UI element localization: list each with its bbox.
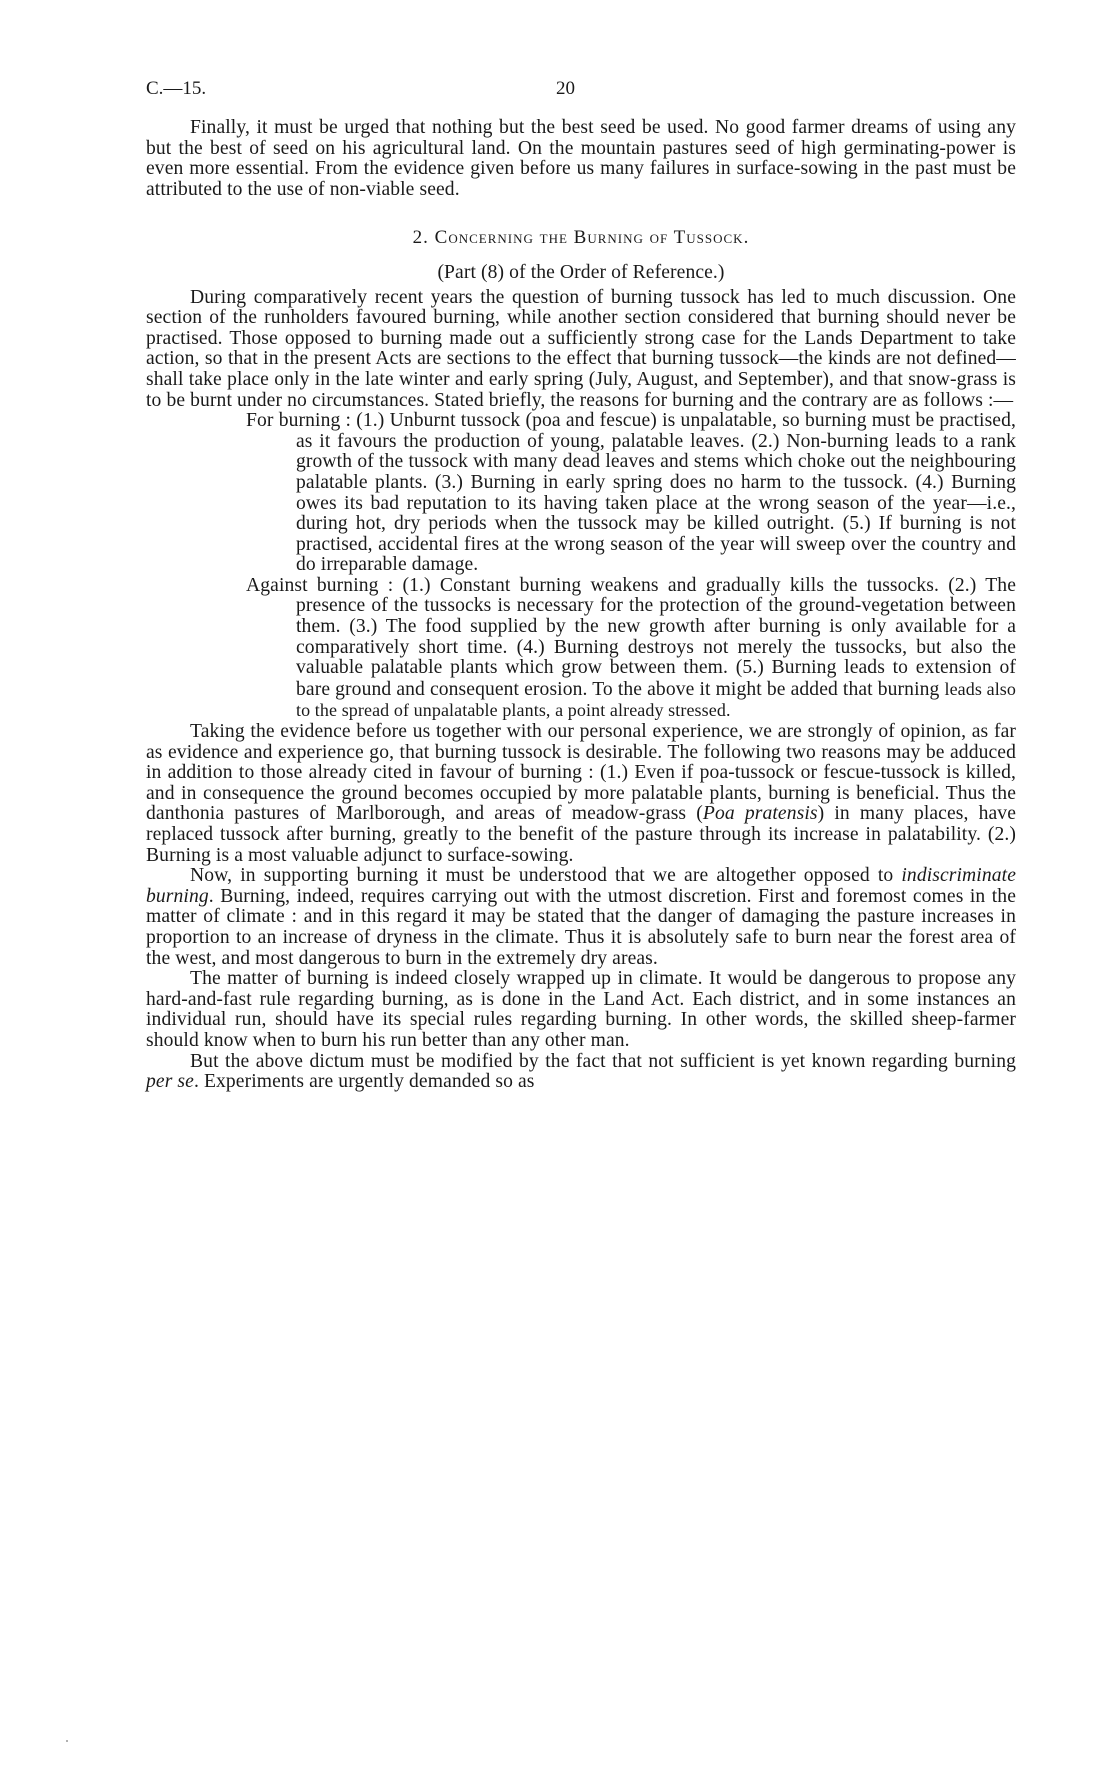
against-burning-tail: leads also to the spread of unpalatable plants, a point already stressed.: [296, 678, 1016, 721]
paragraph-evidence: [146, 722, 1016, 866]
paragraph-seed: Finally, it must be urged that nothing but the best seed be used. No good farmer dreams of using any but the best of seed on his agricultural land. On the mountain pastures seed of high germinating-power is even more essential. From the evidence given before us many failures in surface-sowing in the past must be attributed to the use of non-viable seed.: [146, 117, 1016, 200]
section-subheading: (Part (8) of the Order of Reference.): [437, 261, 725, 283]
against-burning-text: Against burning : (1.) Constant burning weakens and gradually kills the tussocks. (2.) The presence of the tussocks is necessary for the protection of the ground-vegetation between them. (3.) The food supplied by the new growth after burning is only available for a comparatively short time. (4.) Burning destroys not merely the tussocks, but also the valuable palatable plants which grow between them. (5.) Burning leads to extension of bare ground and consequent erosion. To the above it might be added that burning: [246, 574, 1016, 700]
emphasis-indiscriminate: indiscriminate burning: [146, 865, 1016, 907]
paragraph-evidence-b: ) in many places, have replaced tussock after burning, greatly to the benefit of the pasture through its increase in palatability. (2.) Burning is a most valuable adjunct to surface-sowing.: [146, 803, 1016, 866]
paragraph-indiscriminate-b: . Burning, indeed, requires carrying out with the utmost discretion. First and foremost comes in the matter of climate : and in this regard it may be stated that the danger of damaging the pasture increases in proportion to an increase of dryness in the climate. Thus it is absolutely safe to burn near the forest area of the west, and most dangerous to burn in the extremely dry areas.: [146, 885, 1016, 969]
paragraph-indiscriminate: [146, 866, 1016, 969]
document-reference: C.—15.: [146, 78, 207, 99]
paragraph-evidence-a: Taking the evidence before us together with our personal experience, we are strongly of opinion, as far as evidence and experience go, that burning tussock is desirable. The following two reasons may be adduced in addition to those already cited in favour of burning : (1.) Even if poa-tussock or fescue-tussock is killed, and in consequence the ground becomes occupied by more palatable plants, burning is beneficial. Thus the danthonia pastures of Marlborough, and areas of meadow-grass (: [146, 721, 1016, 825]
paragraph-burning-intro: During comparatively recent years the question of burning tussock has led to much discussion. One section of the runholders favoured burning, while another section considered that burning should never be practised. Those opposed to burning made out a sufficiently strong case for the Lands Department to take action, so that in the present Acts are sections to the effect that burning tussock—the kinds are not defined—shall take place only in the late winter and early spring (July, August, and September), and that snow-grass is to be burnt under no circumstances. Stated briefly, the reasons for burning and the contrary are as follows :—: [146, 286, 1016, 411]
paragraph-climate: The matter of burning is indeed closely wrapped up in climate. It would be dangerous to propose any hard-and-fast rule regarding burning, as is done in the Land Act. Each district, and in some instances an individual run, should have its special rules regarding burning. In other words, the skilled sheep-farmer should know when to burn his run better than any other man.: [146, 968, 1016, 1051]
emphasis-per-se: per se: [146, 1071, 194, 1093]
scan-speck: [66, 1740, 68, 1742]
document-page: [146, 78, 1016, 1093]
paragraph-indiscriminate-a: Now, in supporting burning it must be understood that we are altogether opposed to: [190, 865, 902, 887]
paragraph-dictum: [146, 1052, 1016, 1093]
paragraph-dictum-b: . Experiments are urgently demanded so as: [193, 1071, 535, 1093]
list-against-burning: [146, 576, 1016, 722]
paragraph-dictum-a: But the above dictum must be modified by the fact that not sufficient is yet known regarding burning: [190, 1050, 1016, 1072]
species-name: Poa pratensis: [702, 803, 818, 825]
page-number: 20: [556, 78, 575, 99]
page-header: [146, 78, 1016, 118]
list-for-burning: For burning : (1.) Unburnt tussock (poa and fescue) is unpalatable, so burning must be practised, as it favours the production of young, palatable leaves. (2.) Non-burning leads to a rank growth of the tussock with many dead leaves and stems which choke out the neighbouring palatable plants. (3.) Burning in early spring does no harm to the tussock. (4.) Burning owes its bad reputation to its having taken place at the wrong season of the year—i.e., during hot, dry periods when the tussock may be killed outright. (5.) If burning is not practised, accidental fires at the wrong season of the year will sweep over the country and do irreparable damage.: [246, 410, 1016, 576]
section-heading: 2. Concerning the Burning of Tussock.: [412, 227, 750, 249]
